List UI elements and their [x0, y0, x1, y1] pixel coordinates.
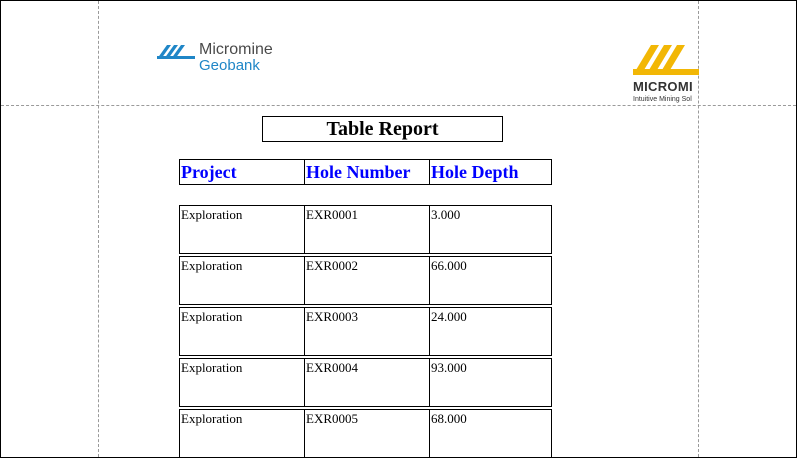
table-row [179, 358, 552, 407]
cell-project: Exploration [181, 258, 243, 273]
micromine-geobank-logo [157, 41, 287, 77]
table-row [179, 307, 552, 356]
micromine-logo-text: MICROMI [633, 79, 693, 94]
cell-hole-depth: 68.000 [429, 410, 551, 457]
micromine-logo-tagline: Intuitive Mining Sol [633, 96, 692, 103]
geobank-logo-text-line2: Geobank [199, 57, 260, 74]
cell-hole-number: EXR0002 [304, 257, 429, 304]
cell-hole-depth: 66.000 [429, 257, 551, 304]
cell-hole-number: EXR0003 [304, 308, 429, 355]
column-header-hole-depth: Hole Depth [429, 160, 551, 184]
cell-project: Exploration [181, 360, 243, 375]
geobank-logo-mark-icon [157, 45, 195, 59]
table-header-row [179, 159, 552, 185]
cell-hole-depth: 24.000 [429, 308, 551, 355]
table-row [179, 205, 552, 254]
table-row [179, 409, 552, 458]
cell-hole-number: EXR0004 [304, 359, 429, 406]
micromine-logo [631, 45, 699, 107]
report-title: Table Report [262, 116, 503, 142]
cell-project: Exploration [181, 411, 243, 426]
column-header-hole-number: Hole Number [304, 160, 429, 184]
cell-hole-depth: 3.000 [429, 206, 551, 253]
cell-project: Exploration [181, 309, 243, 324]
micromine-logo-mark-icon [633, 45, 699, 75]
column-header-project: Project [181, 162, 237, 182]
cell-project: Exploration [181, 207, 243, 222]
cell-hole-number: EXR0005 [304, 410, 429, 457]
cell-hole-depth: 93.000 [429, 359, 551, 406]
geobank-logo-text-line1: Micromine [199, 41, 273, 58]
table-row [179, 256, 552, 305]
cell-hole-number: EXR0001 [304, 206, 429, 253]
margin-guide-left [98, 1, 99, 457]
